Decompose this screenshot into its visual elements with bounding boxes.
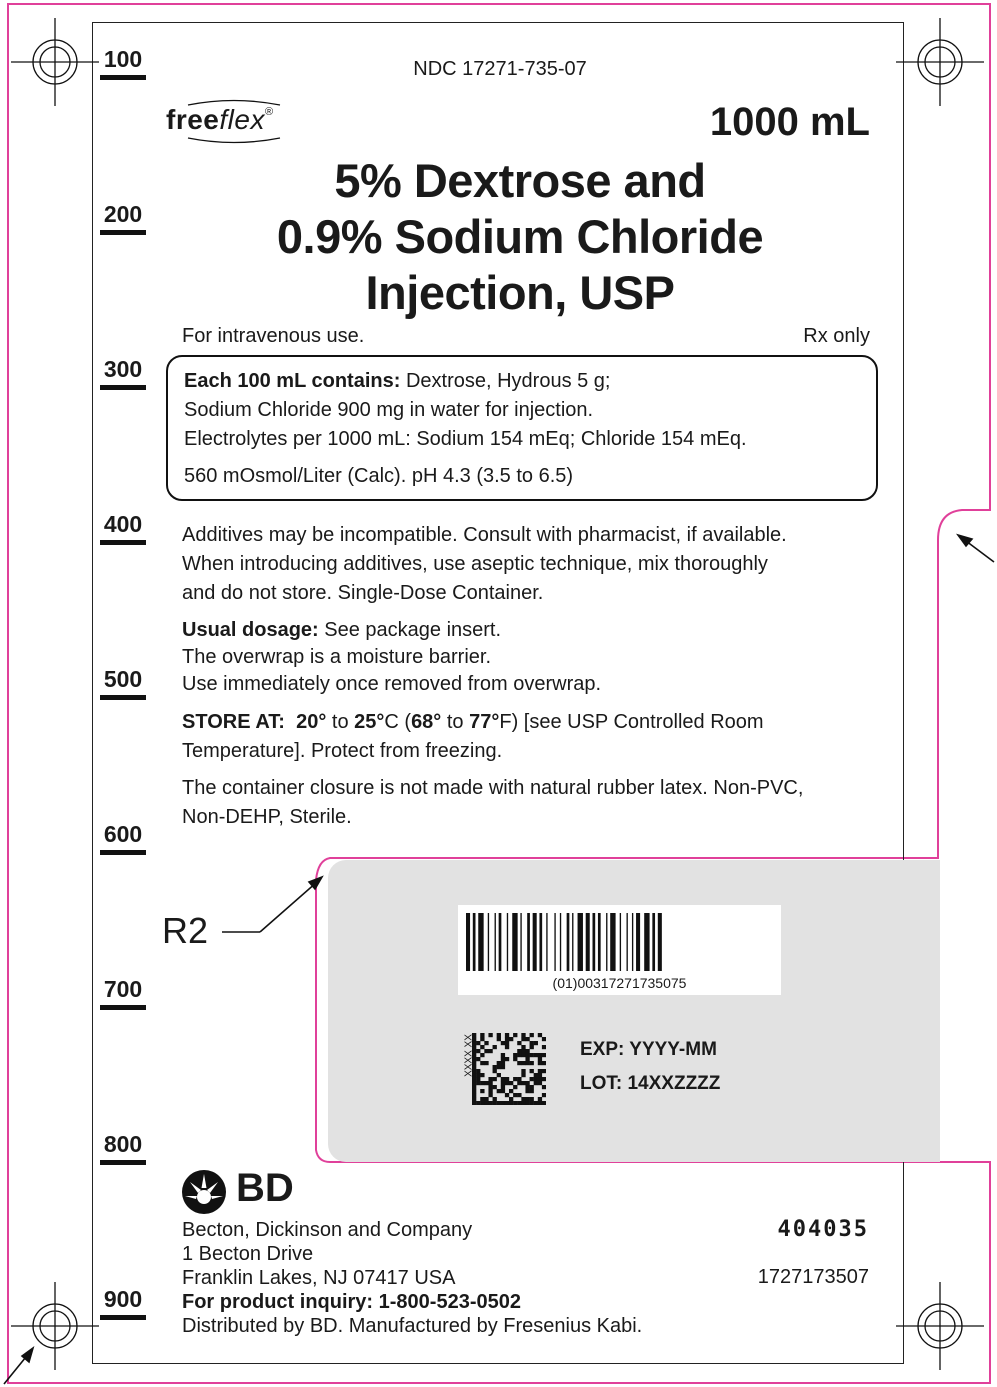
dosage-line-1: See package insert.	[318, 619, 502, 641]
composition-line-1: Dextrose, Hydrous 5 g;	[400, 370, 611, 392]
ndc-number: NDC 17271-735-07	[413, 58, 587, 80]
graduation-100: 100	[100, 46, 146, 80]
composition-box	[166, 355, 878, 501]
barcode	[458, 905, 781, 995]
crosshair-icon-top-right	[896, 18, 984, 106]
distribution-statement: Distributed by BD. Manufactured by Fresenius Kabi.	[182, 1315, 643, 1337]
storage-unit-c: C (	[384, 711, 412, 733]
dosage-lead: Usual dosage:	[182, 619, 319, 641]
brand-logo	[166, 104, 274, 136]
bd-starburst-icon	[180, 1168, 228, 1216]
dosage-line-2: The overwrap is a moisture barrier.	[182, 646, 492, 668]
label-number: 1727173507	[757, 1266, 869, 1288]
storage-paragraph	[182, 708, 882, 766]
revision-arrow-icon	[220, 870, 330, 940]
storage-temp-4: 77°	[469, 711, 500, 733]
registered-mark: ®	[264, 106, 274, 118]
composition-lead: Each 100 mL contains:	[184, 370, 401, 392]
graduation-900: 900	[100, 1286, 146, 1320]
barcode-number: (01)00317271735075	[552, 975, 687, 991]
storage-lead: STORE AT:	[182, 711, 285, 733]
route-of-administration: For intravenous use.	[182, 325, 365, 347]
storage-temp-2: 25°	[354, 711, 385, 733]
rx-only: Rx only	[803, 325, 870, 347]
composition-line-2: Sodium Chloride 900 mg in water for injection.	[184, 399, 594, 421]
storage-temp-3: 68°	[411, 711, 442, 733]
volume: 1000 mL	[709, 100, 870, 144]
graduation-300: 300	[100, 356, 146, 390]
graduation-600: 600	[100, 821, 146, 855]
storage-unit-f: F) [see USP Controlled Room	[499, 711, 764, 733]
product-title	[200, 153, 840, 321]
crosshair-icon-bottom-right	[896, 1282, 984, 1370]
item-code: 404035	[777, 1217, 869, 1242]
datamatrix-icon	[472, 1033, 546, 1105]
closure-line-1: The container closure is not made with natural rubber latex. Non-PVC,	[182, 777, 804, 799]
bd-logo-text: BD	[236, 1166, 294, 1210]
additives-line-1: Additives may be incompatible. Consult with pharmacist, if available.	[182, 524, 787, 546]
closure-line-2: Non-DEHP, Sterile.	[182, 806, 352, 828]
dosage-line-3: Use immediately once removed from overwrap.	[182, 673, 602, 695]
graduation-500: 500	[100, 666, 146, 700]
brand-arc-bottom-icon	[186, 137, 282, 145]
crosshair-icon-top-left	[11, 18, 99, 106]
revision-label: R2	[162, 910, 209, 951]
composition-line-4: 560 mOsmol/Liter (Calc). pH 4.3 (3.5 to 6.5)	[184, 465, 574, 487]
product-inquiry: For product inquiry: 1-800-523-0502	[182, 1291, 521, 1313]
company-city: Franklin Lakes, NJ 07417 USA	[182, 1267, 456, 1289]
company-name: Becton, Dickinson and Company	[182, 1219, 473, 1241]
lot-number: LOT: 14XXZZZZ	[580, 1073, 721, 1094]
datamatrix-code: XXXX XX	[463, 1034, 475, 1077]
barcode-bars-icon	[458, 905, 781, 975]
graduation-400: 400	[100, 511, 146, 545]
storage-temp-1: 20°	[296, 711, 327, 733]
brand-name-italic: flex	[219, 104, 265, 135]
additives-line-2: When introducing additives, use aseptic technique, mix thoroughly	[182, 553, 768, 575]
title-line-1: 5% Dextrose and	[334, 154, 706, 207]
storage-to-1: to	[326, 711, 355, 733]
additives-paragraph	[182, 521, 882, 608]
title-line-3: Injection, USP	[365, 266, 675, 319]
company-street: 1 Becton Drive	[182, 1243, 314, 1265]
storage-line-2: Temperature]. Protect from freezing.	[182, 740, 503, 762]
graduation-200: 200	[100, 201, 146, 235]
company-address	[182, 1218, 642, 1338]
storage-to-2: to	[441, 711, 470, 733]
expiration-date: EXP: YYYY-MM	[580, 1039, 717, 1060]
closure-paragraph	[182, 774, 892, 832]
additives-line-3: and do not store. Single-Dose Container.	[182, 582, 544, 604]
brand-name-bold: free	[166, 104, 220, 135]
composition-line-3: Electrolytes per 1000 mL: Sodium 154 mEq; Chloride 154 mEq.	[184, 428, 747, 450]
graduation-800: 800	[100, 1131, 146, 1165]
dosage-paragraph	[182, 617, 882, 698]
brand-arc-top-icon	[186, 98, 282, 106]
title-line-2: 0.9% Sodium Chloride	[276, 210, 764, 263]
graduation-700: 700	[100, 976, 146, 1010]
